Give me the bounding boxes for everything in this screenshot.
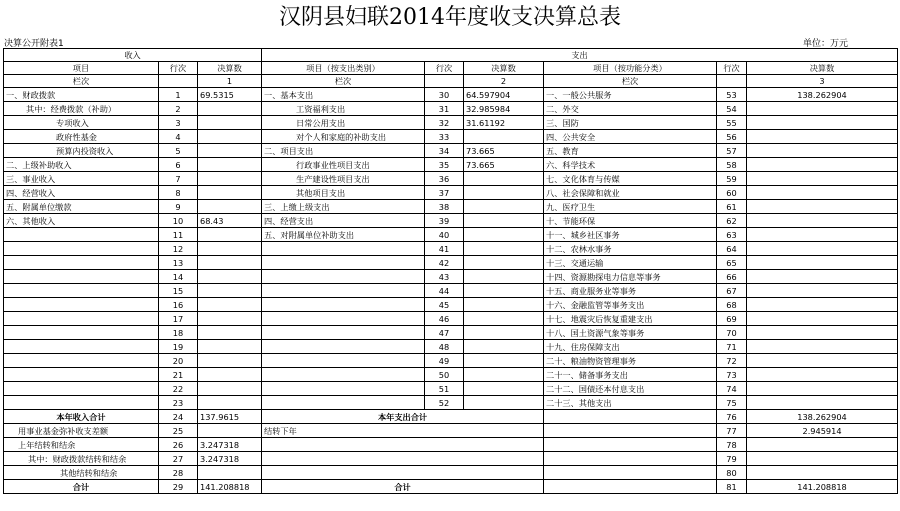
income-row-no: 1 [159,88,198,102]
income-row-no: 19 [159,340,198,354]
income-row-no: 22 [159,382,198,396]
exp-type-item: 行政事业性项目支出 [262,158,425,172]
exp-func-item: 二十二、国债还本付息支出 [544,382,717,396]
table-row [4,396,898,410]
exp-type-row-no: 50 [425,368,464,382]
income-item [4,298,159,312]
grand-total-amount-right: 141.208818 [747,480,898,494]
col-index-2: 2 [464,75,544,88]
exp-func-item: 九、医疗卫生 [544,200,717,214]
exp-type-item: 工资福利支出 [262,102,425,116]
col-index-3: 3 [747,75,898,88]
exp-type-amount [464,326,544,340]
income-row-no: 5 [159,144,198,158]
exp-func-row-no: 75 [717,396,747,410]
income-item [4,242,159,256]
table-row [4,144,898,158]
exp-func-amount [747,144,898,158]
income-item [4,396,159,410]
exp-type-amount: 73.665 [464,158,544,172]
fiscal-balance-amount: 3.247318 [198,452,262,466]
exp-type-row-no: 47 [425,326,464,340]
table-row [4,270,898,284]
table-row [4,228,898,242]
income-amount: 69.5315 [198,88,262,102]
exp-func-amount [747,340,898,354]
exp-type-amount: 73.665 [464,144,544,158]
table-row [4,298,898,312]
exp-type-row-no: 38 [425,200,464,214]
fund-gap-no: 25 [159,424,198,438]
exp-func-row-no: 54 [717,102,747,116]
grand-total-label-right: 合计 [262,480,544,494]
exp-type-amount [464,270,544,284]
income-item [4,354,159,368]
exp-type-amount [464,382,544,396]
exp-func-item: 二十、粮油物资管理事务 [544,354,717,368]
expense-header: 支出 [262,49,898,62]
exp-type-amount [464,354,544,368]
income-item: 一、财政拨款 [4,88,159,102]
income-row-no: 8 [159,186,198,200]
total-expense-label: 本年支出合计 [262,410,544,424]
income-amount [198,172,262,186]
exp-func-row-no: 53 [717,88,747,102]
exp-type-item [262,284,425,298]
page-title: 汉阴县妇联2014年度收支决算总表 [279,5,621,30]
income-amount [198,382,262,396]
exp-type-amount: 64.597904 [464,88,544,102]
exp-func-amount [747,228,898,242]
table-row [4,102,898,116]
exp-type-row-no: 30 [425,88,464,102]
exp-type-amount [464,200,544,214]
income-amount [198,116,262,130]
exp-func-row-no: 59 [717,172,747,186]
col-exp-type: 项目（按支出类别） [262,62,425,75]
grand-total-label: 合计 [4,480,159,494]
exp-func-item: 一、一般公共服务 [544,88,717,102]
exp-type-amount [464,214,544,228]
exp-type-item [262,298,425,312]
income-item [4,228,159,242]
exp-type-amount [464,340,544,354]
exp-type-item: 生产建设性项目支出 [262,172,425,186]
exp-type-item [262,326,425,340]
exp-func-row-no: 68 [717,298,747,312]
income-amount [198,130,262,144]
income-item [4,270,159,284]
exp-func-row-no: 73 [717,368,747,382]
income-row-no: 21 [159,368,198,382]
col-exp-func: 项目（按功能分类） [544,62,717,75]
exp-type-row-no: 35 [425,158,464,172]
col-label: 栏次 [4,75,159,88]
exp-func-amount [747,368,898,382]
income-item [4,382,159,396]
exp-type-item: 对个人和家庭的补助支出 [262,130,425,144]
income-amount [198,326,262,340]
income-amount [198,256,262,270]
total-expense-no: 76 [717,410,747,424]
exp-func-row-no: 58 [717,158,747,172]
col-amount: 决算数 [198,62,262,75]
income-amount [198,242,262,256]
exp-func-item: 十二、农林水事务 [544,242,717,256]
col-amount: 决算数 [464,62,544,75]
col-amount: 决算数 [747,62,898,75]
exp-type-item [262,242,425,256]
exp-type-item: 二、项目支出 [262,144,425,158]
income-amount [198,270,262,284]
table-row [4,284,898,298]
income-row-no: 15 [159,284,198,298]
exp-type-item [262,340,425,354]
exp-func-amount [747,242,898,256]
exp-type-amount [464,312,544,326]
exp-func-item: 十四、资源勘探电力信息等事务 [544,270,717,284]
income-row-no: 18 [159,326,198,340]
exp-type-row-no: 44 [425,284,464,298]
exp-type-row-no: 43 [425,270,464,284]
exp-func-row-no: 63 [717,228,747,242]
exp-func-item: 四、公共安全 [544,130,717,144]
exp-func-amount [747,270,898,284]
exp-type-amount [464,172,544,186]
exp-func-item: 六、科学技术 [544,158,717,172]
income-row-no: 12 [159,242,198,256]
income-item: 预算内投资收入 [4,144,159,158]
table-row [4,354,898,368]
exp-func-row-no: 66 [717,270,747,284]
exp-type-row-no: 41 [425,242,464,256]
income-amount [198,298,262,312]
exp-func-item: 十九、住房保障支出 [544,340,717,354]
exp-func-row-no: 57 [717,144,747,158]
income-row-no: 10 [159,214,198,228]
carry-forward-label: 结转下年 [262,424,544,438]
income-row-no: 23 [159,396,198,410]
carry-forward-amount: 2.945914 [747,424,898,438]
exp-type-amount [464,242,544,256]
exp-func-item: 十八、国土资源气象等事务 [544,326,717,340]
exp-type-item [262,256,425,270]
exp-type-row-no: 34 [425,144,464,158]
col-label: 栏次 [544,75,717,88]
exp-func-item: 二十三、其他支出 [544,396,717,410]
income-item: 其中：经费拨款（补助） [4,102,159,116]
exp-type-amount: 32.985984 [464,102,544,116]
income-amount [198,102,262,116]
exp-func-row-no: 55 [717,116,747,130]
table-row [4,214,898,228]
grand-total-amount: 141.208818 [198,480,262,494]
col-label: 栏次 [262,75,425,88]
income-amount [198,312,262,326]
row-79-no: 79 [717,452,747,466]
table-row [4,158,898,172]
exp-func-item: 十七、地震灾后恢复重建支出 [544,312,717,326]
table-row [4,256,898,270]
exp-func-amount [747,284,898,298]
income-amount [198,200,262,214]
table-row [4,340,898,354]
exp-func-row-no: 61 [717,200,747,214]
income-item [4,368,159,382]
income-row-no: 6 [159,158,198,172]
table-row [4,88,898,102]
exp-func-amount [747,214,898,228]
exp-func-amount [747,130,898,144]
exp-type-row-no: 48 [425,340,464,354]
exp-func-item: 十五、商业服务业等事务 [544,284,717,298]
exp-func-row-no: 64 [717,242,747,256]
total-income-no: 24 [159,410,198,424]
income-amount [198,396,262,410]
exp-type-item: 其他项目支出 [262,186,425,200]
exp-type-item [262,382,425,396]
exp-func-item: 十一、城乡社区事务 [544,228,717,242]
grand-total-no: 29 [159,480,198,494]
exp-func-amount [747,382,898,396]
exp-type-row-no: 39 [425,214,464,228]
income-amount [198,158,262,172]
exp-func-item: 十六、金融监管等事务支出 [544,298,717,312]
exp-type-row-no: 46 [425,312,464,326]
income-amount [198,186,262,200]
table-row [4,368,898,382]
exp-func-row-no: 71 [717,340,747,354]
exp-type-amount [464,368,544,382]
income-row-no: 20 [159,354,198,368]
exp-type-row-no: 49 [425,354,464,368]
exp-type-item: 三、上缴上级支出 [262,200,425,214]
prior-balance-no: 26 [159,438,198,452]
exp-type-item: 五、对附属单位补助支出 [262,228,425,242]
exp-type-row-no: 31 [425,102,464,116]
exp-func-amount [747,116,898,130]
table-row [4,382,898,396]
income-item [4,326,159,340]
income-row-no: 14 [159,270,198,284]
exp-type-row-no: 52 [425,396,464,410]
table-row [4,242,898,256]
table-row [4,130,898,144]
exp-type-item [262,312,425,326]
col-index-1: 1 [198,75,262,88]
income-row-no: 17 [159,312,198,326]
exp-func-row-no: 67 [717,284,747,298]
table-row [4,186,898,200]
exp-func-amount [747,396,898,410]
income-row-no: 4 [159,130,198,144]
income-item: 三、事业收入 [4,172,159,186]
col-row-no: 行次 [717,62,747,75]
exp-func-item: 五、教育 [544,144,717,158]
exp-func-row-no: 70 [717,326,747,340]
prior-balance-label: 上年结转和结余 [4,438,159,452]
income-amount [198,340,262,354]
exp-type-amount [464,130,544,144]
income-item: 四、经营收入 [4,186,159,200]
exp-func-row-no: 62 [717,214,747,228]
income-row-no: 16 [159,298,198,312]
other-balance-no: 28 [159,466,198,480]
exp-func-row-no: 60 [717,186,747,200]
income-item: 政府性基金 [4,130,159,144]
exp-type-row-no: 42 [425,256,464,270]
income-row-no: 3 [159,116,198,130]
exp-type-amount [464,228,544,242]
exp-type-row-no: 36 [425,172,464,186]
exp-type-row-no: 37 [425,186,464,200]
exp-type-item [262,354,425,368]
other-balance-label: 其他结转和结余 [4,466,159,480]
income-amount [198,354,262,368]
exp-func-amount [747,102,898,116]
income-amount [198,284,262,298]
exp-func-item: 七、文化体育与传媒 [544,172,717,186]
exp-func-amount [747,326,898,340]
exp-func-amount [747,200,898,214]
income-item: 六、其他收入 [4,214,159,228]
table-row [4,200,898,214]
fund-gap-label: 用事业基金弥补收支差额 [4,424,159,438]
exp-type-item: 日常公用支出 [262,116,425,130]
exp-func-amount [747,312,898,326]
income-item: 专项收入 [4,116,159,130]
income-item [4,256,159,270]
row-80-no: 80 [717,466,747,480]
income-row-no: 11 [159,228,198,242]
total-income-label: 本年收入合计 [4,410,159,424]
income-item [4,312,159,326]
form-label: 决算公开附表1 [4,39,64,49]
col-row-no: 行次 [425,62,464,75]
exp-type-row-no: 32 [425,116,464,130]
income-item [4,340,159,354]
table-row [4,172,898,186]
exp-func-row-no: 69 [717,312,747,326]
table-row [4,326,898,340]
income-row-no: 13 [159,256,198,270]
income-amount [198,368,262,382]
grand-total-no-right: 81 [717,480,747,494]
exp-func-item: 八、社会保障和就业 [544,186,717,200]
fiscal-balance-label: 其中：财政拨款结转和结余 [4,452,159,466]
exp-type-amount [464,256,544,270]
exp-type-amount [464,396,544,410]
income-amount [198,144,262,158]
exp-type-amount [464,298,544,312]
table-row [4,312,898,326]
exp-func-amount [747,158,898,172]
exp-func-item: 二十一、储备事务支出 [544,368,717,382]
exp-func-row-no: 72 [717,354,747,368]
prior-balance-amount: 3.247318 [198,438,262,452]
exp-func-amount [747,354,898,368]
exp-func-amount [747,256,898,270]
exp-func-row-no: 65 [717,256,747,270]
exp-type-row-no: 45 [425,298,464,312]
income-header: 收入 [4,49,262,62]
exp-type-amount [464,186,544,200]
income-item: 五、附属单位缴款 [4,200,159,214]
exp-func-item: 二、外交 [544,102,717,116]
row-78-no: 78 [717,438,747,452]
exp-func-amount [747,186,898,200]
total-expense-amount: 138.262904 [747,410,898,424]
exp-func-item: 十、节能环保 [544,214,717,228]
exp-func-amount [747,172,898,186]
exp-type-row-no: 51 [425,382,464,396]
col-item: 项目 [4,62,159,75]
exp-type-item: 四、经营支出 [262,214,425,228]
income-amount: 68.43 [198,214,262,228]
income-amount [198,228,262,242]
carry-forward-no: 77 [717,424,747,438]
exp-type-item [262,396,425,410]
table-row [4,116,898,130]
exp-func-amount: 138.262904 [747,88,898,102]
income-row-no: 7 [159,172,198,186]
exp-func-item: 三、国防 [544,116,717,130]
income-item [4,284,159,298]
exp-type-amount [464,284,544,298]
income-row-no: 2 [159,102,198,116]
exp-func-row-no: 56 [717,130,747,144]
exp-func-item: 十三、交通运输 [544,256,717,270]
income-item: 二、上级补助收入 [4,158,159,172]
fiscal-balance-no: 27 [159,452,198,466]
exp-type-row-no: 40 [425,228,464,242]
budget-table [3,48,898,494]
exp-type-item [262,270,425,284]
exp-type-item [262,368,425,382]
exp-type-amount: 31.61192 [464,116,544,130]
col-row-no: 行次 [159,62,198,75]
income-row-no: 9 [159,200,198,214]
exp-type-row-no: 33 [425,130,464,144]
exp-type-item: 一、基本支出 [262,88,425,102]
total-income-amount: 137.9615 [198,410,262,424]
exp-func-row-no: 74 [717,382,747,396]
exp-func-amount [747,298,898,312]
unit-label: 单位：万元 [802,39,848,49]
